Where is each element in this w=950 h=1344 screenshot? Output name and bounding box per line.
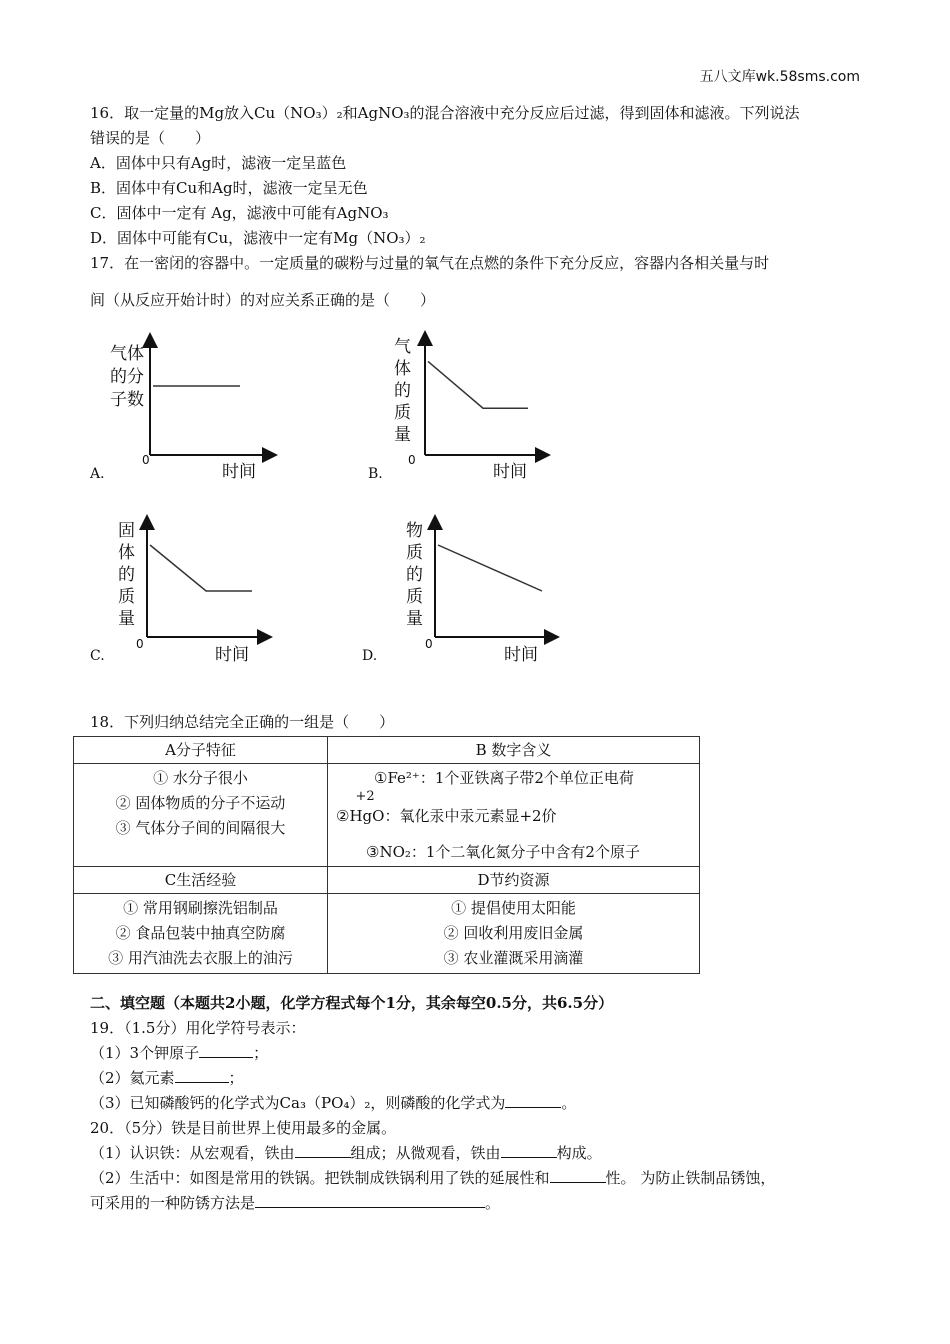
chart-c-ylabel-1: 固 xyxy=(118,521,135,541)
chart-c-ylabel-5: 量 xyxy=(118,609,135,629)
chart-a-ylabel-3: 子数 xyxy=(110,390,144,410)
q18-a-item-3: ③ 气体分子间的间隔很大 xyxy=(115,819,286,837)
q18-d-item-3: ③ 农业灌溉采用滴灌 xyxy=(443,949,584,967)
chart-b xyxy=(380,330,580,484)
chart-c xyxy=(110,512,310,666)
chart-b-ylabel-4: 质 xyxy=(394,403,411,423)
chart-b-ylabel-3: 的 xyxy=(394,381,411,401)
q18-b-item-1: ①Fe²⁺：1个亚铁离子带2个单位正电荷 xyxy=(374,769,634,787)
q19-part2-end: ； xyxy=(228,1069,244,1087)
q20-part1-text-a: （1）认识铁：从宏观看，铁由 xyxy=(90,1144,295,1162)
q18-head-b: B 数字含义 xyxy=(328,737,700,764)
chart-c-ylabel-4: 质 xyxy=(118,587,135,607)
chart-b-ylabel-1: 气 xyxy=(394,337,411,357)
chart-b-ylabel-5: 量 xyxy=(394,425,411,445)
chart-c-origin: 0 xyxy=(136,637,144,651)
chart-d-ylabel-4: 质 xyxy=(406,587,423,607)
q20-part2 xyxy=(90,1168,775,1188)
chart-c-xlabel: 时间 xyxy=(215,645,249,665)
q19-part2-text: （2）氦元素 xyxy=(90,1069,175,1087)
chart-a-xlabel: 时间 xyxy=(222,462,256,482)
q18-b-item-3: ③NO₂：1个二氧化氮分子中含有2个原子 xyxy=(366,843,640,861)
q16-stem-line1: 16．取一定量的Mg放入Cu（NO₃）₂和AgNO₃的混合溶液中充分反应后过滤，得到固体和滤液。下列说法 xyxy=(90,104,800,122)
chart-c-option-label: C. xyxy=(90,648,105,664)
q20-part3 xyxy=(90,1193,500,1213)
chart-d-origin: 0 xyxy=(425,637,433,651)
q18-cell-c xyxy=(74,894,328,974)
q16-stem-line2: 错误的是（ ） xyxy=(90,129,211,147)
chart-c-ylabel-3: 的 xyxy=(118,565,135,585)
chart-d-ylabel-3: 的 xyxy=(406,565,423,585)
q19-blank-1[interactable] xyxy=(199,1043,253,1058)
q20-part1-text-b: 组成；从微观看，铁由 xyxy=(350,1144,501,1162)
q18-cell-d xyxy=(328,894,700,974)
q18-b-item-2-charge: +2 xyxy=(355,789,375,804)
chart-b-ylabel-2: 体 xyxy=(394,359,411,379)
q19-part1-end: ； xyxy=(253,1044,269,1062)
chart-d-xlabel: 时间 xyxy=(504,645,538,665)
q18-b-item-2-prefix: ② xyxy=(336,807,350,825)
chart-a-option-label: A. xyxy=(90,466,105,482)
q16-option-c: C．固体中一定有 Ag，滤液中可能有AgNO₃ xyxy=(90,204,389,222)
q20-part2-text-a: （2）生活中：如图是常用的铁锅。把铁制成铁锅利用了铁的延展性和 xyxy=(90,1169,550,1187)
q18-b-item-2-valence xyxy=(349,789,375,829)
q17-stem-line2: 间（从反应开始计时）的对应关系正确的是（ ） xyxy=(90,291,436,309)
q19-part2 xyxy=(90,1068,244,1088)
chart-d-ylabel-1: 物 xyxy=(406,521,423,541)
chart-a-origin: 0 xyxy=(142,453,150,467)
q20-part3-text-a: 可采用的一种防锈方法是 xyxy=(90,1194,256,1212)
site-header: 五八文库wk.58sms.com xyxy=(699,69,860,85)
q18-c-item-3: ③ 用汽油洗去衣服上的油污 xyxy=(108,949,293,967)
q18-stem: 18．下列归纳总结完全正确的一组是（ ） xyxy=(90,713,395,731)
q18-c-item-1: ① 常用钢刷擦洗铝制品 xyxy=(123,899,278,917)
q19-stem: 19．（1.5分）用化学符号表示： xyxy=(90,1019,306,1037)
q20-part1-text-c: 构成。 xyxy=(556,1144,602,1162)
q20-blank-4[interactable] xyxy=(255,1193,485,1208)
q20-part1 xyxy=(90,1143,602,1163)
q19-blank-2[interactable] xyxy=(175,1068,229,1083)
q18-d-item-2: ② 回收利用废旧金属 xyxy=(443,924,584,942)
chart-b-xlabel: 时间 xyxy=(493,462,527,482)
q18-b-item-2-rest: O：氧化汞中汞元素显+2价 xyxy=(372,807,557,825)
q18-head-d: D节约资源 xyxy=(328,867,700,894)
chart-d-option-label: D. xyxy=(362,648,378,664)
q16-option-d: D．固体中可能有Cu，滤液中一定有Mg（NO₃）₂ xyxy=(90,229,426,247)
q18-a-item-2: ② 固体物质的分子不运动 xyxy=(115,794,286,812)
chart-d-ylabel-2: 质 xyxy=(406,543,423,563)
q16-option-a: A．固体中只有Ag时，滤液一定呈蓝色 xyxy=(90,154,347,172)
q18-head-c: C生活经验 xyxy=(74,867,328,894)
chart-c-ylabel-2: 体 xyxy=(118,543,135,563)
q19-part3-end: 。 xyxy=(561,1094,577,1112)
q20-part2-text-b: 性。 为防止铁制品锈蚀， xyxy=(605,1169,776,1187)
q18-table xyxy=(73,736,700,974)
q20-part3-text-b: 。 xyxy=(485,1194,501,1212)
q19-part1-text: （1）3个钾原子 xyxy=(90,1044,200,1062)
chart-c-series-line xyxy=(150,545,252,591)
q18-head-a: A分子特征 xyxy=(74,737,328,764)
chart-a-ylabel-1: 气体 xyxy=(110,344,144,364)
q16-option-b: B．固体中有Cu和Ag时，滤液一定呈无色 xyxy=(90,179,368,197)
section2-title: 二、填空题（本题共2小题，化学方程式每个1分，其余每空0.5分，共6.5分） xyxy=(90,994,614,1012)
q20-stem: 20．（5分）铁是目前世界上使用最多的金属。 xyxy=(90,1119,397,1137)
q20-blank-3[interactable] xyxy=(550,1168,606,1183)
q19-blank-3[interactable] xyxy=(505,1093,561,1108)
chart-a xyxy=(105,335,305,484)
q19-part1 xyxy=(90,1043,268,1063)
q17-stem-line1: 17．在一密闭的容器中。一定质量的碳粉与过量的氧气在点燃的条件下充分反应，容器内各相关量与时 xyxy=(90,254,770,272)
chart-b-series-line xyxy=(428,361,528,408)
chart-d xyxy=(400,512,600,666)
q19-part3 xyxy=(90,1093,576,1113)
q18-b-item-2 xyxy=(336,789,557,829)
q18-c-item-2: ② 食品包装中抽真空防腐 xyxy=(115,924,286,942)
q18-cell-a xyxy=(74,764,328,867)
q18-a-item-1: ① 水分子很小 xyxy=(153,769,248,787)
q20-blank-2[interactable] xyxy=(501,1143,557,1158)
chart-d-ylabel-5: 量 xyxy=(406,609,423,629)
q18-b-item-2-symbol: Hg xyxy=(349,807,373,825)
q19-part3-text: （3）已知磷酸钙的化学式为Ca₃（PO₄）₂，则磷酸的化学式为 xyxy=(90,1094,506,1112)
chart-b-option-label: B. xyxy=(368,466,383,482)
chart-a-ylabel-2: 的分 xyxy=(110,367,144,387)
q18-cell-b xyxy=(328,764,700,867)
chart-b-origin: 0 xyxy=(408,453,416,467)
q18-d-item-1: ① 提倡使用太阳能 xyxy=(451,899,576,917)
chart-d-series-line xyxy=(438,545,542,591)
q20-blank-1[interactable] xyxy=(295,1143,351,1158)
